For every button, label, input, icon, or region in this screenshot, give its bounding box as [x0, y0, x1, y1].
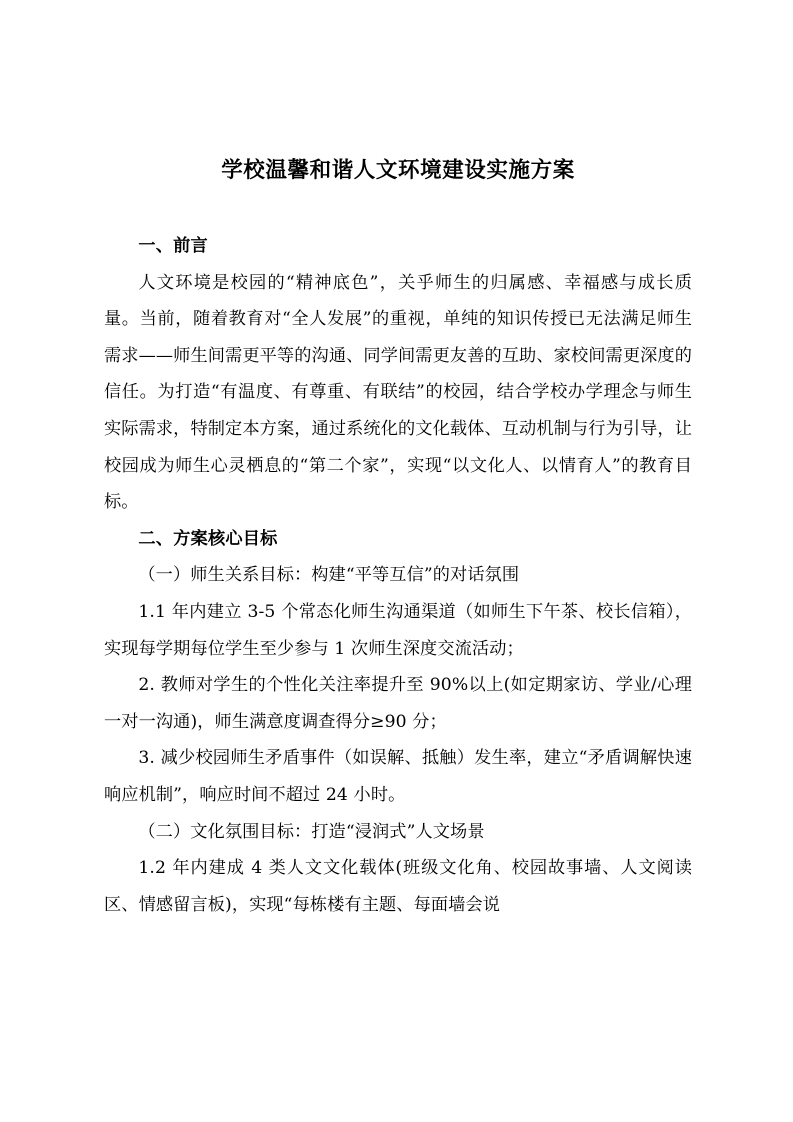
goal-item-2-personalized-attention: 2. 教师对学生的个性化关注率提升至 90%以上(如定期家访、学业/心理一对一沟通)，师生满意度调查得分≥90 分； — [104, 675, 692, 732]
section-heading-core-goals: 二、方案核心目标 — [138, 528, 278, 549]
goal-item-1-2-cultural-carriers: 1.2 年内建成 4 类人文文化载体(班级文化角、校园故事墙、人文阅读区、情感留言板)，实现“每栋楼有主题、每面墙会说 — [104, 858, 692, 915]
section-heading-preface: 一、前言 — [138, 236, 208, 256]
document-body — [104, 228, 692, 923]
subsection-heading-teacher-student-relations: （一）师生关系目标：构建“平等互信”的对话氛围 — [138, 565, 520, 586]
subsection-heading-cultural-atmosphere: （二）文化氛围目标：打造“浸润式”人文场景 — [138, 821, 485, 842]
goal-item-3-conflict-reduction: 3. 减少校园师生矛盾事件（如误解、抵触）发生率，建立“矛盾调解快速响应机制”，响应时间不超过 24 小时。 — [104, 748, 692, 805]
page-title: 学校温馨和谐人文环境建设实施方案 — [221, 158, 575, 183]
paragraph-preface-body: 人文环境是校园的“精神底色”，关乎师生的归属感、幸福感与成长质量。当前，随着教育对“全人发展”的重视，单纯的知识传授已无法满足师生需求——师生间需更平等的沟通、同学间需更友善的互助、家校间需更深度的信任。为打造“有温度、有尊重、有联结”的校园，结合学校办学理念与师生实际需求，特制定本方案，通过系统化的文化载体、互动机制与行为引导，让校园成为师生心灵栖息的“第二个家”，实现“以文化人、以情育人”的教育目标。 — [104, 272, 692, 513]
goal-item-1-1-communication-channels: 1.1 年内建立 3-5 个常态化师生沟通渠道（如师生下午茶、校长信箱），实现每学期每位学生至少参与 1 次师生深度交流活动； — [104, 601, 692, 659]
